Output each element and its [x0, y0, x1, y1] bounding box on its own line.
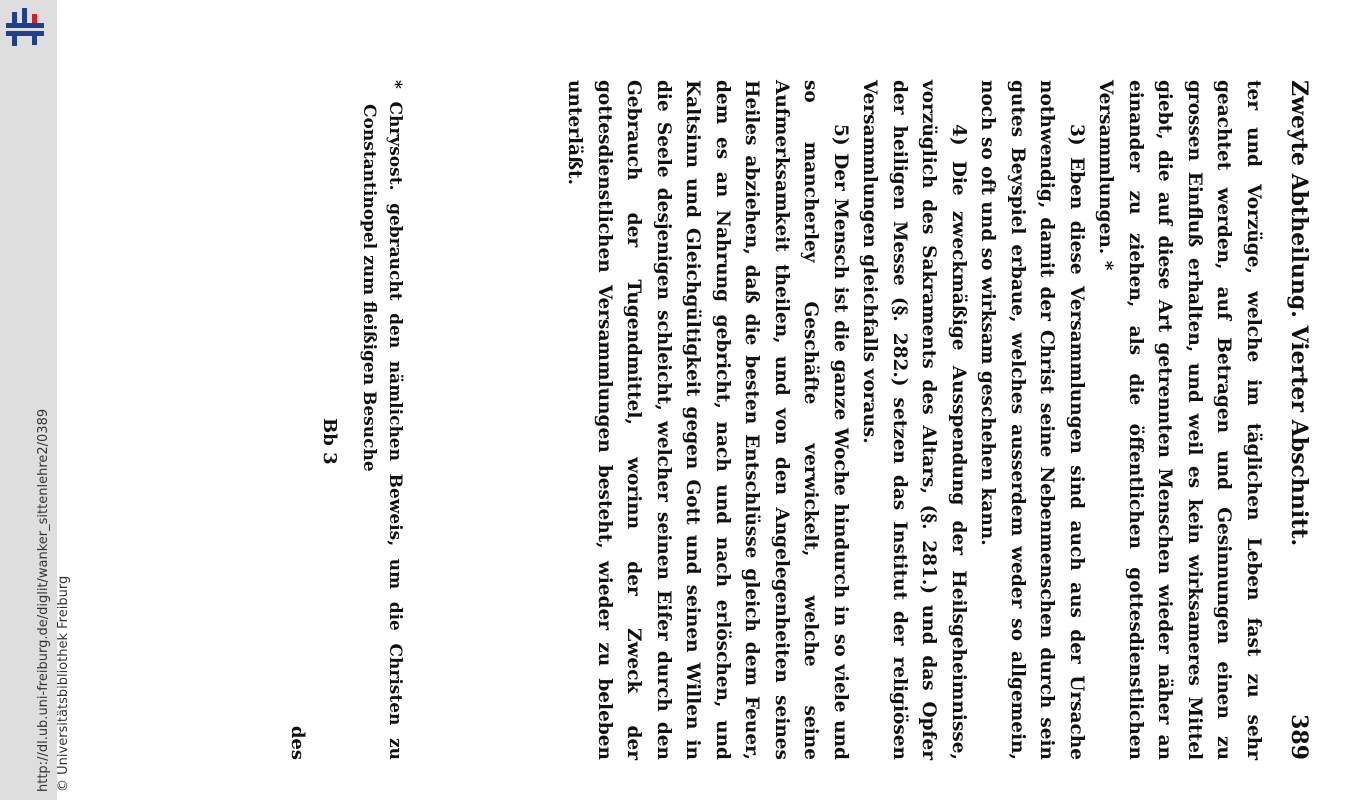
copyright-notice: © Universitätsbibliothek Freiburg	[56, 575, 71, 792]
running-head-title: Zweyte Abtheilung. Vierter Abschnitt.	[1286, 80, 1312, 547]
page-number: 389	[1286, 714, 1312, 760]
source-url[interactable]: http://dl.ub.uni-freiburg.de/diglit/wanker_sittenlehre2/0389	[36, 408, 51, 792]
scanned-page	[280, 58, 1340, 778]
paragraph-3: 3) Eben diese Versammlungen sind auch aus der Ursache nothwendig, damit der Christ seine Nebenmenschen durch sein gutes Beyspiel erbaue, welches ausserdem weder so allgemein, noch so oft und so wirksam geschehen kann.	[977, 80, 1087, 760]
paragraph-4: 4) Die zweckmäßige Ausspendung der Heilsgeheimnisse, vorzüglich des Sakraments des Altars, (§. 281.) und das Opfer der heiligen Messe (§. 282.) setzen das Institut der religiösen Versammlungen gleichfalls voraus.	[859, 80, 969, 760]
page-body	[560, 80, 1268, 760]
signature-mark: Bb 3	[319, 418, 340, 465]
sidebar	[0, 0, 71, 800]
catchword: des	[287, 725, 308, 760]
paragraph-continuation: ter und Vorzüge, welche im täglichen Leben fast zu sehr geachtet werden, auf Betragen und Gesinnungen einen zu grossen Einfluß erhalten, und weil es kein wirksameres Mittel giebt, die auf diese Art getrennten Menschen wieder näher an einander zu ziehen, als die öffentlichen gottesdienstlichen Versammlungen. *	[1095, 80, 1264, 760]
page-content	[260, 58, 1320, 778]
library-logo[interactable]	[4, 6, 50, 48]
paragraph-5: 5) Der Mensch ist die ganze Woche hindurch in so viele und so mancherley Geschäfte verwickelt, welche seine Aufmerksamkeit theilen, und von den Angelegenheiten seines Heiles abziehen, daß die besten Entschlüsse gleich dem Feuer, dem es an Nahrung gebricht, nach und nach erlöschen, und Kaltsinn und Gleichgültigkeit gegen Gott und seinen Willen in die Seele desjenigen schleicht, welcher seinen Eifer durch den Gebrauch der Tugendmittel, worinn der Zweck der gottesdienstlichen Versammlungen besteht, wieder zu beleben unterläßt.	[564, 80, 851, 760]
footnote: * Chrysost. gebraucht den nämlichen Beweis, um die Christen zu Constantinopel zum fleißigen Besuche	[359, 80, 405, 760]
